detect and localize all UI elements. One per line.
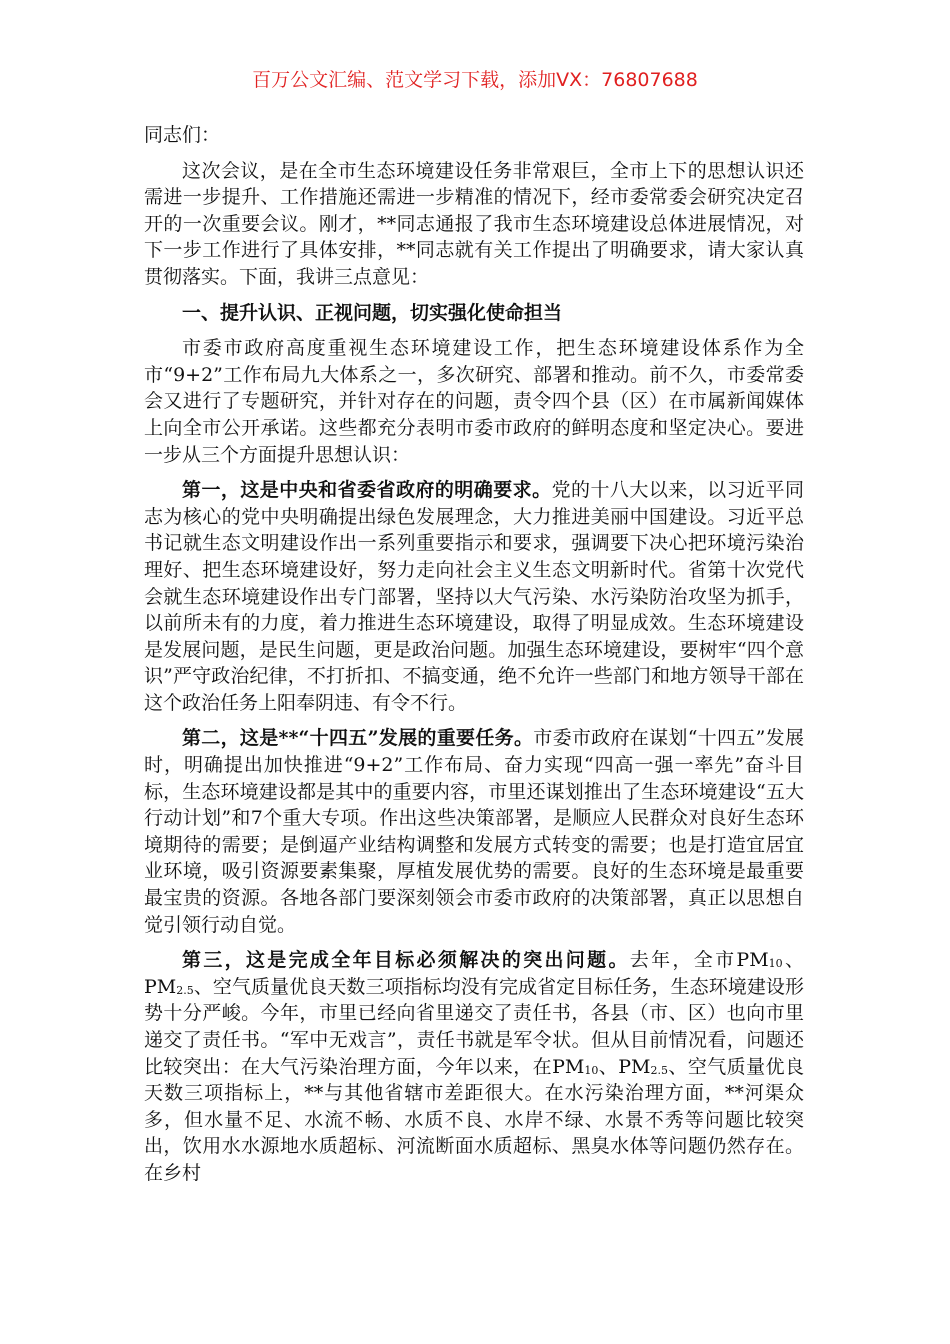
point-3-text: 、空气质量优良天数三项指标上，**与其他省辖市差距很大。在水污染治理方面，**河渠众多，但水量不足、水流不畅、水质不良、水岸不绿、水景不秀等问题比较突出，饮用水水源地水质超标、河流断面水质超标、黑臭水体等问题仍然存在。在乡村	[144, 1055, 804, 1184]
download-banner: 百万公文汇编、范文学习下载，添加VX：76807688	[252, 69, 698, 91]
point-3-text: 、	[782, 949, 804, 972]
salutation: 同志们：	[144, 124, 221, 146]
section-heading-1: 一、提升认识、正视问题，切实强化使命担当	[182, 301, 563, 324]
point-1-lead: 第一，这是中央和省委省政府的明确要求。	[182, 479, 552, 502]
point-2-body: 市委市政府在谋划“十四五”发展时，明确提出加快推进“9+2”工作布局、奋力实现“四高一强一率先”奋斗目标，生态环境建设都是其中的重要内容，市里还谋划推出了生态环境建设“五大行动计划”和7个重大专项。作出这些决策部署，是顺应人民群众对良好生态环境期待的需要；是倒逼产业结构调整和发展方式转变的需要；也是打造宜居宜业环境，吸引资源要素集聚，厚植发展优势的需要。良好的生态环境是最重要最宝贵的资源。各地各部门要深刻领会市委市政府的决策部署，真正以思想自觉引领行动自觉。	[144, 727, 804, 936]
pm25-label: $PM_{2.5}$	[618, 1055, 668, 1078]
point-3-paragraph	[144, 947, 804, 1186]
point-1-paragraph	[144, 477, 804, 716]
pm10-label: $PM_{10}$	[736, 949, 783, 972]
section1-paragraph: 市委市政府高度重视生态环境建设工作，把生态环境建设体系作为全市“9+2”工作布局九大体系之一，多次研究、部署和推动。前不久，市委常委会又进行了专题研究，并针对存在的问题，责令四个县（区）在市属新闻媒体上向全市公开承诺。这些都充分表明市委市政府的鲜明态度和坚定决心。要进一步从三个方面提升思想认识：	[144, 337, 804, 466]
point-3-lead: 第三，这是完成全年目标必须解决的突出问题。	[182, 949, 630, 972]
point-3-text: 去年，全市	[629, 949, 737, 972]
intro-paragraph: 这次会议，是在全市生态环境建设任务非常艰巨，全市上下的思想认识还需进一步提升、工作措施还需进一步精准的情况下，经市委常委会研究决定召开的一次重要会议。刚才，**同志通报了我市生态环境建设总体进展情况，对下一步工作进行了具体安排，**同志就有关工作提出了明确要求，请大家认真贯彻落实。下面，我讲三点意见：	[144, 159, 804, 288]
point-3-text: 、空气质量优良天数三项指标均没有完成省定目标任务，生态环境建设形势十分严峻。今年，市里已经向省里递交了责任书，各县（市、区）也向市里递交了责任书。“军中无戏言”，责任书就是军令状。但从目前情况看，问题还比较突出：在大气污染治理方面，今年以来，在	[144, 975, 804, 1078]
pm25-label: $PM_{2.5}$	[144, 975, 194, 998]
point-2-paragraph	[144, 725, 804, 938]
pm10-label: $PM_{10}$	[552, 1055, 599, 1078]
point-3-text: 、	[598, 1055, 619, 1078]
point-2-lead: 第二，这是**“十四五”发展的重要任务。	[182, 727, 534, 750]
document-body	[144, 122, 804, 1187]
point-1-body: 党的十八大以来，以习近平同志为核心的党中央明确提出绿色发展理念，大力推进美丽中国建设。习近平总书记就生态文明建设作出一系列重要指示和要求，强调要下决心把环境污染治理好、把生态环境建设好，努力走向社会主义生态文明新时代。省第十次党代会就生态环境建设作出专门部署，坚持以大气污染、水污染防治攻坚为抓手，以前所未有的力度，着力推进生态环境建设，取得了明显成效。生态环境建设是发展问题，是民生问题，更是政治问题。加强生态环境建设，要树牢“四个意识”严守政治纪律，不打折扣、不搞变通，绝不允许一些部门和地方领导干部在这个政治任务上阳奉阴违、有令不行。	[144, 479, 804, 714]
